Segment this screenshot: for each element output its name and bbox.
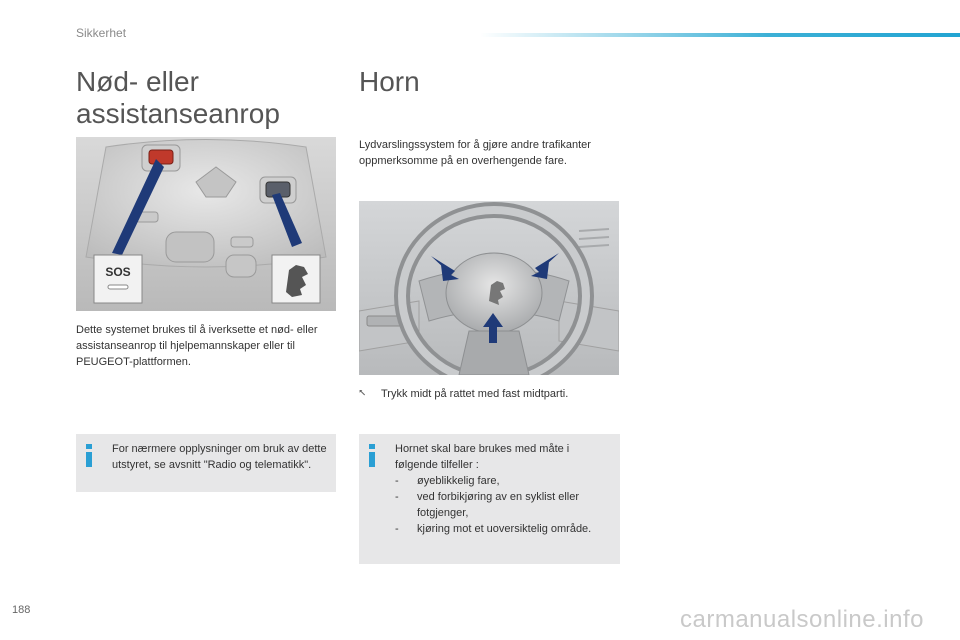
bullet-arrow-icon: ⭦ <box>359 388 366 399</box>
steering-wheel-illustration <box>359 201 619 375</box>
list-item: - ved forbikjøring av en syklist eller fotgjenger, <box>395 491 580 519</box>
title-line-2: assistanseanrop <box>76 98 280 129</box>
horn-usage-info <box>395 441 610 537</box>
section-label: Sikkerhet <box>76 26 127 40</box>
steering-wheel-drawing <box>359 201 619 375</box>
horn-description: Lydvarslingssystem for å gjøre andre trafikanter oppmerksomme på en overhengende fare. <box>359 139 591 167</box>
info-box-radio-telematics <box>76 434 336 492</box>
title-line-1: Nød- eller <box>76 66 199 97</box>
list-item: - øyeblikkelig fare, <box>395 475 500 487</box>
sos-label: SOS <box>105 265 131 279</box>
info-text: For nærmere opplysninger om bruk av dette utstyret, se avsnitt "Radio og telematikk". <box>112 443 327 471</box>
horn-instruction <box>359 386 568 402</box>
horn-title: Horn <box>359 66 420 97</box>
sos-button-illustration <box>76 137 336 311</box>
info-icon <box>367 444 377 468</box>
ceiling-console-drawing <box>76 137 336 311</box>
horn-usage-list <box>395 473 610 537</box>
horn-usage-intro: Hornet skal bare brukes med måte i følgende tilfeller : <box>395 443 570 471</box>
watermark: carmanualsonline.info <box>680 606 924 633</box>
horn-instruction-text: Trykk midt på rattet med fast midtparti. <box>381 388 569 400</box>
header-rule <box>480 33 960 37</box>
emergency-call-title <box>76 66 346 130</box>
info-icon <box>84 444 94 468</box>
info-box-horn-usage <box>359 434 620 564</box>
sos-button-zoom <box>94 255 142 303</box>
list-item: - kjøring mot et uoversiktelig område. <box>395 523 592 535</box>
page-number: 188 <box>12 604 31 616</box>
emergency-call-description: Dette systemet brukes til å iverksette et nød- eller assistanseanrop til hjelpemannskaper eller til PEUGEOT-plattformen. <box>76 324 318 368</box>
